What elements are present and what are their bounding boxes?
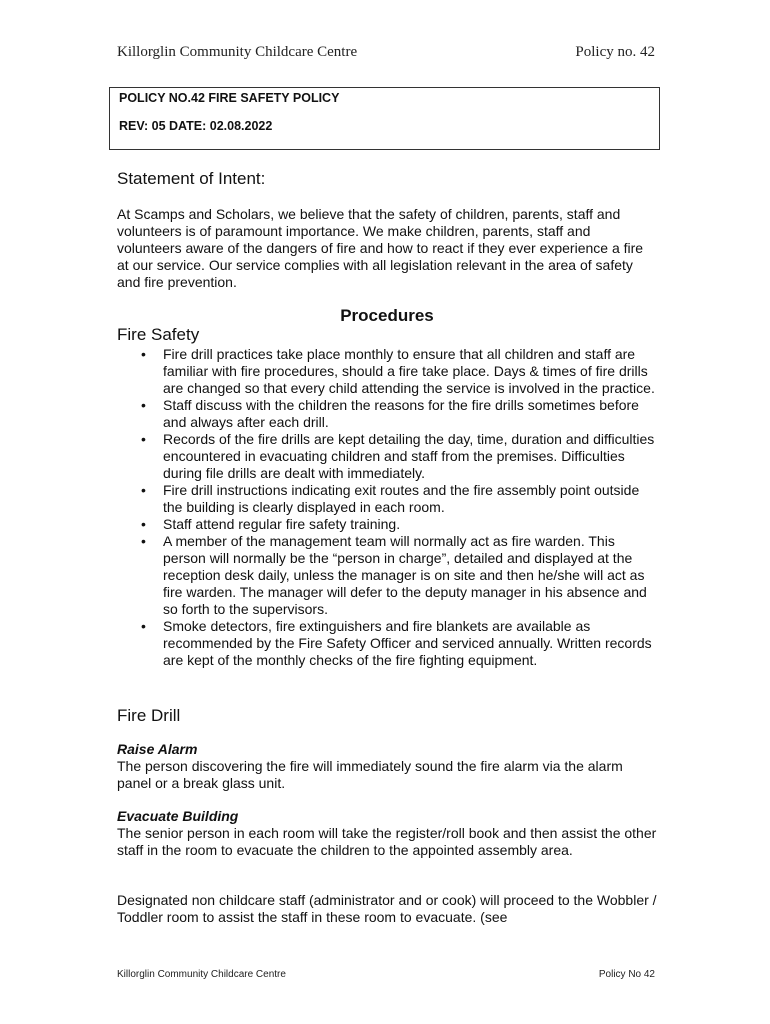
statement-text: At Scamps and Scholars, we believe that the safety of children, parents, staff and volunteers is of paramount importance. We make children, parents, staff and volunteers aware of the dangers of fire and how to react if they ever experience a fire at our service. Our service complies with all legislation relevant in the area of safety and fire prevention. [117,206,644,290]
fire-safety-heading: Fire Safety [117,325,200,344]
bullet-icon: • [141,346,146,362]
bullet-icon: • [141,482,146,498]
list-item [117,533,657,618]
list-item-text: A member of the management team will normally act as fire warden. This person will normally be the “person in charge”, detailed and displayed at the reception desk daily, unless the manager is on site and then he/she will act as fire warden. The manager will defer to the deputy manager in his absence and so forth to the supervisors. [163,533,647,617]
policy-info-box [109,87,660,150]
bullet-icon: • [141,516,146,532]
fire-safety-list [117,346,657,669]
evacuate-text-1: The senior person in each room will take the register/roll book and then assist the other staff in the room to evacuate the children to the appointed assembly area. [117,825,657,858]
list-item [117,397,657,431]
list-item [117,431,657,482]
policy-title: POLICY NO.42 FIRE SAFETY POLICY [119,91,340,105]
bullet-icon: • [141,533,146,549]
list-item-text: Smoke detectors, fire extinguishers and fire blankets are available as recommended by the Fire Safety Officer and serviced annually. Written records are kept of the monthly checks of the fire fighting equipment. [163,618,652,668]
list-item [117,482,657,516]
footer-policy-number: Policy No 42 [598,969,655,980]
footer-organization: Killorglin Community Childcare Centre [117,969,286,980]
raise-alarm-text: The person discovering the fire will immediately sound the fire alarm via the alarm panel or a break glass unit. [117,758,623,791]
bullet-icon: • [141,431,146,447]
bullet-icon: • [141,618,146,634]
header-policy-number: Policy no. 42 [575,44,655,60]
list-item-text: Staff attend regular fire safety training. [163,516,401,532]
evacuate-text-2: Designated non childcare staff (administrator and or cook) will proceed to the Wobbler / Toddler room to assist the staff in these room to evacuate. (see [117,892,657,925]
list-item-text: Records of the fire drills are kept detailing the day, time, duration and difficulties encountered in evacuating children and staff from the premises. Difficulties during file drills are dealt with immediately. [163,431,655,481]
header-organization: Killorglin Community Childcare Centre [117,44,358,60]
policy-revision: REV: 05 DATE: 02.08.2022 [119,119,273,133]
procedures-heading [0,306,770,326]
bullet-icon: • [141,397,146,413]
list-item-text: Fire drill practices take place monthly to ensure that all children and staff are familiar with fire procedures, should a fire take place. Days & times of fire drills are changed so that every child attending the service is involved in the practice. [163,346,655,396]
fire-drill-heading: Fire Drill [117,706,181,725]
raise-alarm-heading: Raise Alarm [117,741,198,757]
list-item-text: Staff discuss with the children the reasons for the fire drills sometimes before and always after each drill. [163,397,639,430]
list-item [117,516,657,533]
list-item [117,346,657,397]
statement-heading: Statement of Intent: [117,169,266,188]
procedures-heading-text: Procedures [340,306,434,325]
evacuate-heading: Evacuate Building [117,808,239,824]
list-item-text: Fire drill instructions indicating exit routes and the fire assembly point outside the building is clearly displayed in each room. [163,482,640,515]
list-item [117,618,657,669]
